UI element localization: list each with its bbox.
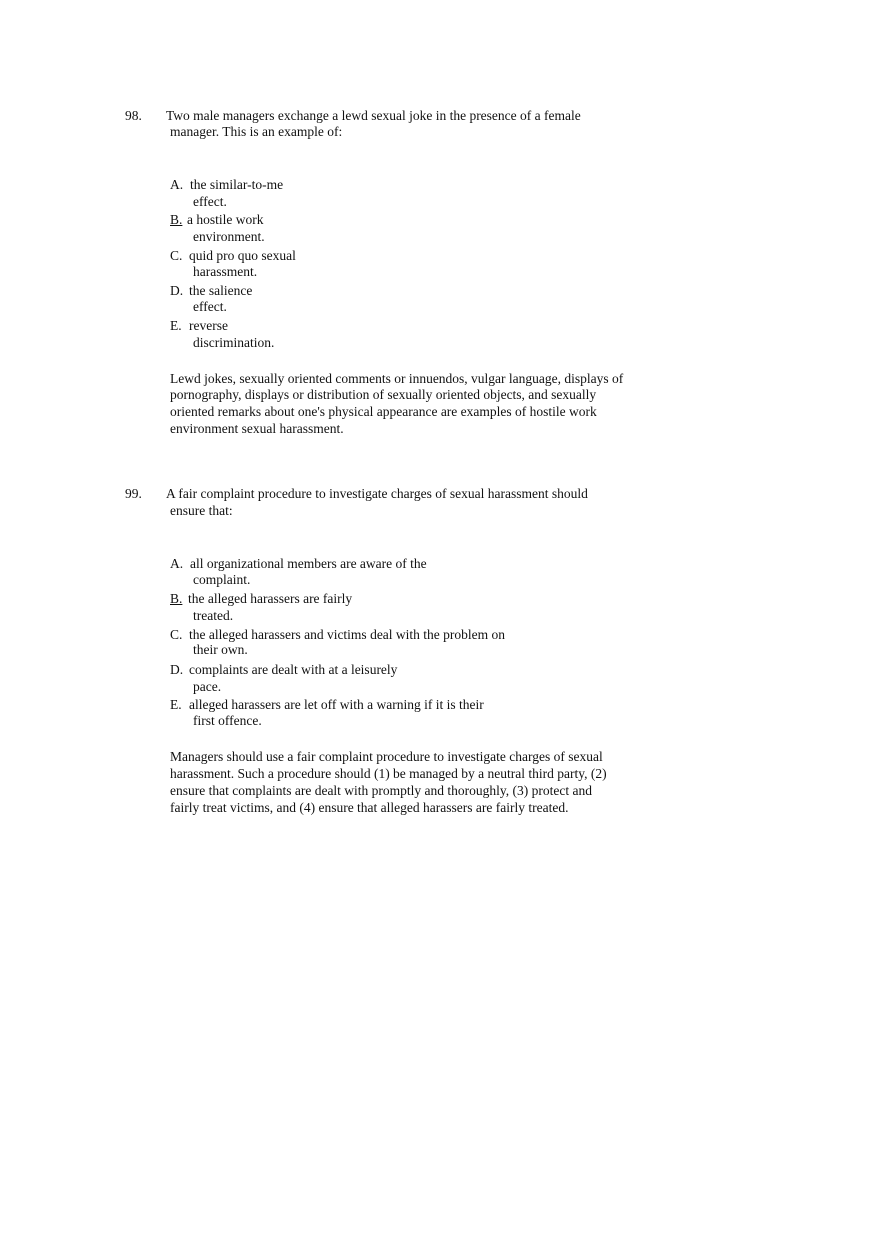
option-text-line: the salience: [189, 283, 253, 298]
option-text-line: harassment.: [193, 264, 258, 279]
option-text-line: discrimination.: [193, 335, 275, 350]
option-letter-correct: B.: [170, 212, 183, 227]
option-text-line: pace.: [193, 679, 222, 694]
option-text-line: first offence.: [193, 713, 262, 728]
option-text-line: reverse: [189, 318, 228, 333]
option-letter-correct: B.: [170, 591, 183, 606]
option-letter: C.: [170, 627, 183, 642]
explanation-line: environment sexual harassment.: [170, 421, 344, 436]
explanation-line: oriented remarks about one's physical appearance are examples of hostile work: [170, 404, 597, 419]
option-letter: E.: [170, 697, 182, 712]
explanation-line: Lewd jokes, sexually oriented comments or innuendos, vulgar language, displays of: [170, 371, 624, 386]
question-stem-line: ensure that:: [170, 503, 233, 518]
option-text-line: the alleged harassers and victims deal with the problem on: [189, 627, 506, 642]
option-text-line: effect.: [193, 299, 227, 314]
option-letter: A.: [170, 177, 184, 192]
explanation-line: harassment. Such a procedure should (1) be managed by a neutral third party, (2): [170, 766, 607, 781]
question-stem-line: manager. This is an example of:: [170, 124, 343, 139]
option-text-line: complaint.: [193, 572, 251, 587]
explanation-line: pornography, displays or distribution of sexually oriented objects, and sexually: [170, 387, 597, 402]
option-text-line: all organizational members are aware of the: [190, 556, 427, 571]
option-text-line: treated.: [193, 608, 234, 623]
option-text-line: a hostile work: [187, 212, 264, 227]
explanation-line: Managers should use a fair complaint procedure to investigate charges of sexual: [170, 749, 603, 764]
question-number: 99.: [125, 486, 142, 501]
option-text-line: their own.: [193, 642, 248, 657]
option-text-line: complaints are dealt with at a leisurely: [189, 662, 398, 677]
question-stem-line: A fair complaint procedure to investigate charges of sexual harassment should: [166, 486, 588, 501]
option-letter: A.: [170, 556, 184, 571]
question-stem-line: Two male managers exchange a lewd sexual joke in the presence of a female: [166, 108, 581, 123]
question-number: 98.: [125, 108, 142, 123]
option-text-line: effect.: [193, 194, 227, 209]
option-letter: C.: [170, 248, 183, 263]
option-text-line: quid pro quo sexual: [189, 248, 296, 263]
option-text-line: the alleged harassers are fairly: [188, 591, 353, 606]
option-text-line: the similar-to-me: [190, 177, 284, 192]
option-letter: E.: [170, 318, 182, 333]
option-text-line: alleged harassers are let off with a warning if it is their: [189, 697, 484, 712]
explanation-line: fairly treat victims, and (4) ensure that alleged harassers are fairly treated.: [170, 800, 569, 815]
option-text-line: environment.: [193, 229, 265, 244]
option-letter: D.: [170, 283, 184, 298]
explanation-line: ensure that complaints are dealt with promptly and thoroughly, (3) protect and: [170, 783, 593, 798]
option-letter: D.: [170, 662, 184, 677]
